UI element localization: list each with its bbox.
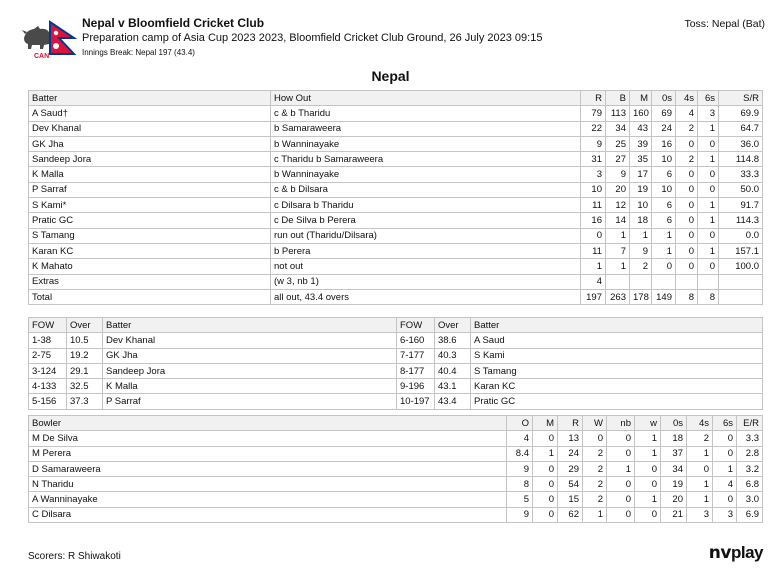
batting-stat: 25 xyxy=(606,136,630,151)
batting-stat: 114.8 xyxy=(719,152,763,167)
bowling-stat: 0 xyxy=(635,461,661,476)
fow-cell: 6-160 xyxy=(397,333,435,348)
batting-stat: 7 xyxy=(606,243,630,258)
fow-cell: 43.1 xyxy=(435,379,471,394)
bowler-name: M Perera xyxy=(29,446,507,461)
fall-of-wickets-table xyxy=(28,317,763,410)
batting-stat: 31 xyxy=(581,152,606,167)
bowling-row xyxy=(29,492,763,507)
batting-stat: 2 xyxy=(676,121,698,136)
total-row xyxy=(29,289,763,304)
bowling-stat: 1 xyxy=(635,446,661,461)
batting-stat: 10 xyxy=(581,182,606,197)
fow-cell: 10.5 xyxy=(67,333,103,348)
empty-cell xyxy=(719,274,763,289)
bowling-header-cell: Bowler xyxy=(29,416,507,431)
fow-row xyxy=(29,348,763,363)
bowling-stat: 1 xyxy=(607,461,635,476)
batting-stat: 27 xyxy=(606,152,630,167)
batting-stat: 4 xyxy=(676,106,698,121)
batting-stat: 10 xyxy=(630,198,652,213)
bowling-stat: 0 xyxy=(687,461,713,476)
batting-row xyxy=(29,198,763,213)
bowling-stat: 3.0 xyxy=(737,492,763,507)
bowling-stat: 6.9 xyxy=(737,507,763,522)
total-mins: 178 xyxy=(630,289,652,304)
bowling-stat: 0 xyxy=(607,477,635,492)
bowling-stat: 0 xyxy=(533,431,558,446)
bowling-stat: 0 xyxy=(583,431,607,446)
fow-cell: 19.2 xyxy=(67,348,103,363)
batting-stat: 2 xyxy=(630,259,652,274)
empty-cell xyxy=(606,274,630,289)
bowling-stat: 1 xyxy=(687,492,713,507)
batting-stat: 1 xyxy=(698,152,719,167)
bowling-header-cell: M xyxy=(533,416,558,431)
fow-cell: 37.3 xyxy=(67,394,103,409)
batting-row xyxy=(29,182,763,197)
batting-header-cell: 0s xyxy=(652,91,676,106)
bowling-stat: 0 xyxy=(713,446,737,461)
batting-stat: 6 xyxy=(652,198,676,213)
bowling-stat: 3 xyxy=(713,507,737,522)
bowling-stat: 1 xyxy=(583,507,607,522)
bowling-stat: 34 xyxy=(661,461,687,476)
batting-row xyxy=(29,167,763,182)
bowling-row xyxy=(29,507,763,522)
bowling-stat: 20 xyxy=(661,492,687,507)
batting-stat: 9 xyxy=(581,136,606,151)
batting-stat: 1 xyxy=(698,243,719,258)
batting-header-cell: Batter xyxy=(29,91,271,106)
fow-row xyxy=(29,333,763,348)
batting-stat: 1 xyxy=(630,228,652,243)
batting-header-cell: 6s xyxy=(698,91,719,106)
fow-row xyxy=(29,379,763,394)
batting-stat: 0 xyxy=(581,228,606,243)
batting-stat: 9 xyxy=(630,243,652,258)
batting-stat: 0 xyxy=(676,213,698,228)
batting-stat: 22 xyxy=(581,121,606,136)
batting-stat: 16 xyxy=(581,213,606,228)
batting-stat: 6 xyxy=(652,167,676,182)
bowling-row xyxy=(29,446,763,461)
batting-stat: 3 xyxy=(581,167,606,182)
bowling-stat: 0 xyxy=(713,492,737,507)
batting-stat: 0 xyxy=(676,136,698,151)
fow-cell: P Sarraf xyxy=(103,394,397,409)
extras-row xyxy=(29,274,763,289)
fow-header-cell: Batter xyxy=(103,318,397,333)
total-dots: 149 xyxy=(652,289,676,304)
fow-cell: 1-38 xyxy=(29,333,67,348)
batting-stat: 1 xyxy=(652,243,676,258)
batter-name: Pratic GC xyxy=(29,213,271,228)
how-out: c Dilsara b Tharidu xyxy=(271,198,581,213)
batting-stat: 0 xyxy=(676,228,698,243)
batting-stat: 1 xyxy=(698,198,719,213)
fow-header-row xyxy=(29,318,763,333)
fow-header-cell: Over xyxy=(67,318,103,333)
batting-row xyxy=(29,228,763,243)
how-out: c & b Dilsara xyxy=(271,182,581,197)
bowler-name: M De Silva xyxy=(29,431,507,446)
batting-header-row xyxy=(29,91,763,106)
batting-stat: 39 xyxy=(630,136,652,151)
batting-stat: 91.7 xyxy=(719,198,763,213)
fow-cell: S Kami xyxy=(471,348,763,363)
batting-stat: 114.3 xyxy=(719,213,763,228)
fow-cell: GK Jha xyxy=(103,348,397,363)
batting-stat: 19 xyxy=(630,182,652,197)
innings-note: Innings Break: Nepal 197 (43.4) xyxy=(82,48,195,57)
batter-name: Dev Khanal xyxy=(29,121,271,136)
extras-detail: (w 3, nb 1) xyxy=(271,274,581,289)
fow-cell: 10-197 xyxy=(397,394,435,409)
batting-stat: 10 xyxy=(652,152,676,167)
fow-header-cell: FOW xyxy=(29,318,67,333)
bowling-header-cell: nb xyxy=(607,416,635,431)
bowling-stat: 2.8 xyxy=(737,446,763,461)
batter-name: S Tamang xyxy=(29,228,271,243)
fow-cell: 43.4 xyxy=(435,394,471,409)
bowling-stat: 8.4 xyxy=(507,446,533,461)
batting-row xyxy=(29,243,763,258)
fow-cell: 32.5 xyxy=(67,379,103,394)
bowling-stat: 1 xyxy=(687,446,713,461)
batting-stat: 0 xyxy=(698,136,719,151)
bowling-stat: 8 xyxy=(507,477,533,492)
total-balls: 263 xyxy=(606,289,630,304)
how-out: b Perera xyxy=(271,243,581,258)
bowling-stat: 4 xyxy=(507,431,533,446)
bowling-stat: 1 xyxy=(635,431,661,446)
bowling-stat: 2 xyxy=(583,461,607,476)
bowling-stat: 62 xyxy=(558,507,583,522)
fow-cell: Sandeep Jora xyxy=(103,363,397,378)
batter-name: A Saud† xyxy=(29,106,271,121)
batting-stat: 113 xyxy=(606,106,630,121)
batting-stat: 11 xyxy=(581,243,606,258)
batting-stat: 20 xyxy=(606,182,630,197)
batting-stat: 2 xyxy=(676,152,698,167)
extras-label: Extras xyxy=(29,274,271,289)
empty-cell xyxy=(630,274,652,289)
match-subtitle: Preparation camp of Asia Cup 2023 2023, Bloomfield Cricket Club Ground, 26 July 2023 09:15 xyxy=(82,32,543,44)
total-sixes: 8 xyxy=(698,289,719,304)
batting-stat: 0.0 xyxy=(719,228,763,243)
total-detail: all out, 43.4 overs xyxy=(271,289,581,304)
batting-stat: 17 xyxy=(630,167,652,182)
batting-stat: 0 xyxy=(698,182,719,197)
bowler-name: N Tharidu xyxy=(29,477,507,492)
batting-stat: 3 xyxy=(698,106,719,121)
batting-row xyxy=(29,213,763,228)
batting-row xyxy=(29,106,763,121)
extras-runs: 4 xyxy=(581,274,606,289)
batting-stat: 43 xyxy=(630,121,652,136)
bowling-stat: 15 xyxy=(558,492,583,507)
batting-stat: 16 xyxy=(652,136,676,151)
fow-cell: A Saud xyxy=(471,333,763,348)
bowling-stat: 0 xyxy=(607,431,635,446)
batter-name: S Kami* xyxy=(29,198,271,213)
how-out: run out (Tharidu/Dilsara) xyxy=(271,228,581,243)
bowler-name: A Wanninayake xyxy=(29,492,507,507)
how-out: c Tharidu b Samaraweera xyxy=(271,152,581,167)
bowling-row xyxy=(29,461,763,476)
svg-text:CAN: CAN xyxy=(34,53,50,60)
bowling-header-cell: E/R xyxy=(737,416,763,431)
fow-cell: 7-177 xyxy=(397,348,435,363)
batting-stat: 1 xyxy=(698,213,719,228)
fow-header-cell: FOW xyxy=(397,318,435,333)
bowling-stat: 19 xyxy=(661,477,687,492)
bowling-stat: 2 xyxy=(583,492,607,507)
fow-cell: 3-124 xyxy=(29,363,67,378)
fow-cell: 8-177 xyxy=(397,363,435,378)
batter-name: Karan KC xyxy=(29,243,271,258)
fow-cell: 4-133 xyxy=(29,379,67,394)
fow-cell: S Tamang xyxy=(471,363,763,378)
toss-info: Toss: Nepal (Bat) xyxy=(684,18,765,30)
how-out: c & b Tharidu xyxy=(271,106,581,121)
bowling-stat: 9 xyxy=(507,461,533,476)
batting-stat: 0 xyxy=(676,198,698,213)
batting-header-cell: M xyxy=(630,91,652,106)
fow-header-cell: Batter xyxy=(471,318,763,333)
fow-row xyxy=(29,394,763,409)
fow-row xyxy=(29,363,763,378)
batting-stat: 0 xyxy=(652,259,676,274)
bowling-stat: 1 xyxy=(687,477,713,492)
batting-header-cell: S/R xyxy=(719,91,763,106)
batting-row xyxy=(29,121,763,136)
fow-cell: 40.4 xyxy=(435,363,471,378)
bowling-stat: 24 xyxy=(558,446,583,461)
batting-stat: 34 xyxy=(606,121,630,136)
fow-cell: 29.1 xyxy=(67,363,103,378)
bowling-stat: 1 xyxy=(635,492,661,507)
batting-stat: 1 xyxy=(698,121,719,136)
bowling-stat: 1 xyxy=(533,446,558,461)
bowling-header-cell: R xyxy=(558,416,583,431)
fow-cell: K Malla xyxy=(103,379,397,394)
bowling-header-cell: W xyxy=(583,416,607,431)
batting-header-cell: R xyxy=(581,91,606,106)
batter-name: K Mahato xyxy=(29,259,271,274)
batting-table xyxy=(28,90,763,305)
bowling-stat: 0 xyxy=(635,507,661,522)
total-label: Total xyxy=(29,289,271,304)
bowling-stat: 37 xyxy=(661,446,687,461)
batting-stat: 100.0 xyxy=(719,259,763,274)
bowling-table xyxy=(28,415,763,523)
batting-stat: 0 xyxy=(698,228,719,243)
how-out: b Wanninayake xyxy=(271,167,581,182)
bowling-stat: 0 xyxy=(607,507,635,522)
bowling-stat: 0 xyxy=(713,431,737,446)
batter-name: Sandeep Jora xyxy=(29,152,271,167)
batting-stat: 0 xyxy=(676,167,698,182)
total-runs: 197 xyxy=(581,289,606,304)
empty-cell xyxy=(698,274,719,289)
bowling-stat: 0 xyxy=(533,492,558,507)
fow-cell: 5-156 xyxy=(29,394,67,409)
bowler-name: D Samaraweera xyxy=(29,461,507,476)
batting-stat: 9 xyxy=(606,167,630,182)
bowling-stat: 2 xyxy=(583,477,607,492)
fow-cell: 40.3 xyxy=(435,348,471,363)
bowling-header-cell: 6s xyxy=(713,416,737,431)
batting-stat: 11 xyxy=(581,198,606,213)
batting-stat: 157.1 xyxy=(719,243,763,258)
bowling-header-cell: w xyxy=(635,416,661,431)
fow-cell: 38.6 xyxy=(435,333,471,348)
bowling-row xyxy=(29,431,763,446)
batter-name: GK Jha xyxy=(29,136,271,151)
bowling-stat: 4 xyxy=(713,477,737,492)
batting-stat: 0 xyxy=(676,259,698,274)
how-out: b Wanninayake xyxy=(271,136,581,151)
batter-name: K Malla xyxy=(29,167,271,182)
bowling-header-cell: 0s xyxy=(661,416,687,431)
bowling-header-cell: 4s xyxy=(687,416,713,431)
fow-cell: 2-75 xyxy=(29,348,67,363)
fow-cell: 9-196 xyxy=(397,379,435,394)
bowling-stat: 0 xyxy=(533,461,558,476)
batting-stat: 69 xyxy=(652,106,676,121)
team-title: Nepal xyxy=(371,68,410,84)
bowler-name: C Dilsara xyxy=(29,507,507,522)
batting-stat: 6 xyxy=(652,213,676,228)
bowling-stat: 54 xyxy=(558,477,583,492)
batting-stat: 12 xyxy=(606,198,630,213)
batting-stat: 0 xyxy=(676,182,698,197)
batting-stat: 64.7 xyxy=(719,121,763,136)
batting-stat: 35 xyxy=(630,152,652,167)
bowling-header-row xyxy=(29,416,763,431)
scorers-note: Scorers: R Shiwakoti xyxy=(28,551,121,562)
batting-header-cell: 4s xyxy=(676,91,698,106)
how-out: c De Silva b Perera xyxy=(271,213,581,228)
fow-cell: Karan KC xyxy=(471,379,763,394)
batting-stat: 1 xyxy=(606,259,630,274)
batting-stat: 14 xyxy=(606,213,630,228)
bowling-stat: 21 xyxy=(661,507,687,522)
empty-cell xyxy=(652,274,676,289)
bowling-stat: 5 xyxy=(507,492,533,507)
batting-stat: 1 xyxy=(652,228,676,243)
batting-stat: 1 xyxy=(606,228,630,243)
fow-header-cell: Over xyxy=(435,318,471,333)
fow-cell: Dev Khanal xyxy=(103,333,397,348)
batting-header-cell: How Out xyxy=(271,91,581,106)
batting-stat: 18 xyxy=(630,213,652,228)
bowling-stat: 0 xyxy=(533,507,558,522)
bowling-stat: 0 xyxy=(607,492,635,507)
bowling-stat: 1 xyxy=(713,461,737,476)
bowling-stat: 29 xyxy=(558,461,583,476)
batting-stat: 10 xyxy=(652,182,676,197)
fow-cell: Pratic GC xyxy=(471,394,763,409)
batting-stat: 0 xyxy=(698,259,719,274)
batting-row xyxy=(29,259,763,274)
batting-stat: 50.0 xyxy=(719,182,763,197)
batting-stat: 36.0 xyxy=(719,136,763,151)
batting-row xyxy=(29,136,763,151)
bowling-stat: 3 xyxy=(687,507,713,522)
batting-stat: 79 xyxy=(581,106,606,121)
total-fours: 8 xyxy=(676,289,698,304)
cricket-association-nepal-logo xyxy=(22,18,78,60)
match-title: Nepal v Bloomfield Cricket Club xyxy=(82,16,265,30)
match-header xyxy=(22,14,767,60)
bowling-stat: 0 xyxy=(635,477,661,492)
bowling-stat: 18 xyxy=(661,431,687,446)
batting-stat: 0 xyxy=(698,167,719,182)
bowling-stat: 3.3 xyxy=(737,431,763,446)
batting-stat: 1 xyxy=(581,259,606,274)
bowling-stat: 0 xyxy=(533,477,558,492)
batting-stat: 24 xyxy=(652,121,676,136)
batting-stat: 33.3 xyxy=(719,167,763,182)
batting-row xyxy=(29,152,763,167)
how-out: not out xyxy=(271,259,581,274)
bowling-row xyxy=(29,477,763,492)
empty-cell xyxy=(676,274,698,289)
bowling-stat: 3.2 xyxy=(737,461,763,476)
batter-name: P Sarraf xyxy=(29,182,271,197)
bowling-stat: 6.8 xyxy=(737,477,763,492)
bowling-header-cell: O xyxy=(507,416,533,431)
bowling-stat: 9 xyxy=(507,507,533,522)
batting-header-cell: B xyxy=(606,91,630,106)
batting-stat: 0 xyxy=(676,243,698,258)
bowling-stat: 13 xyxy=(558,431,583,446)
empty-cell xyxy=(719,289,763,304)
batting-stat: 160 xyxy=(630,106,652,121)
bowling-stat: 0 xyxy=(607,446,635,461)
batting-stat: 69.9 xyxy=(719,106,763,121)
how-out: b Samaraweera xyxy=(271,121,581,136)
nvplay-logo: nvplay xyxy=(708,543,763,563)
bowling-stat: 2 xyxy=(583,446,607,461)
bowling-stat: 2 xyxy=(687,431,713,446)
